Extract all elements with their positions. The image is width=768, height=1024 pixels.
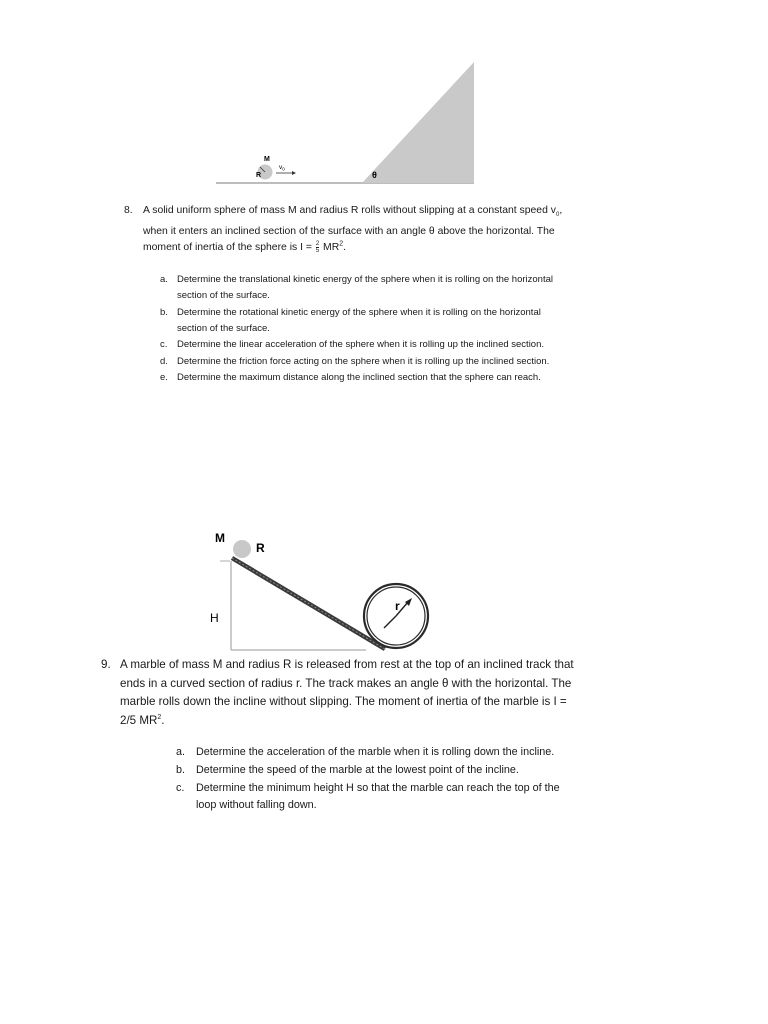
list-item: b. Determine the speed of the marble at the lowest point of the incline.: [176, 763, 519, 776]
angle-label: θ: [372, 170, 377, 180]
marble: [233, 540, 251, 558]
height-label: H: [210, 611, 219, 625]
problem-9-statement: [101, 656, 581, 730]
list-item: b. Determine the rotational kinetic energy of the sphere when it is rolling on the horizontal section of the surface.: [160, 306, 541, 335]
list-item: c. Determine the minimum height H so that the marble can reach the top of the loop without falling down.: [176, 781, 560, 812]
radius-label: R: [256, 541, 265, 555]
list-item: e. Determine the maximum distance along the inclined section that the sphere can reach.: [160, 372, 541, 384]
list-item: c. Determine the linear acceleration of the sphere when it is rolling up the inclined section.: [160, 339, 545, 351]
mass-label: M: [215, 531, 225, 545]
radius-label: R: [256, 172, 262, 179]
mass-label: M: [264, 156, 270, 163]
list-item: a. Determine the translational kinetic energy of the sphere when it is rolling on the horizontal section of the surface.: [160, 273, 553, 302]
list-item: a. Determine the acceleration of the marble when it is rolling down the incline.: [176, 746, 555, 759]
problem-9-number: 9.: [101, 658, 111, 671]
list-item: d. Determine the friction force acting on the sphere when it is rolling up the inclined section.: [160, 355, 550, 367]
velocity-label: $v_0$: [279, 164, 285, 172]
loop-radius-label: r: [395, 599, 400, 613]
problem-9: [101, 656, 581, 815]
fraction-two-fifths: $\frac{2}{5}$: [315, 241, 320, 255]
problem-9-parts: [176, 744, 581, 814]
loop-radius-line-lower: [384, 616, 396, 628]
problem-9-text: A marble of mass M and radius R is released from rest at the top of an inclined track that ends in a curved section of radius r. The track makes an angle θ with the horizontal. The marble rolls down the incline without slipping. The moment of inertia of the marble is I = 2/5 $MR^2$.: [120, 658, 574, 727]
problem-8-text: A solid uniform sphere of mass M and radius R rolls without slipping at a constant speed $v_0$, when it enters an inclined section of the surface with an angle θ above the horizontal. The moment of inertia of the sphere is I = $\frac{2}{5}$ $MR^2$.: [143, 205, 563, 255]
problem-8-number: 8.: [124, 205, 133, 216]
